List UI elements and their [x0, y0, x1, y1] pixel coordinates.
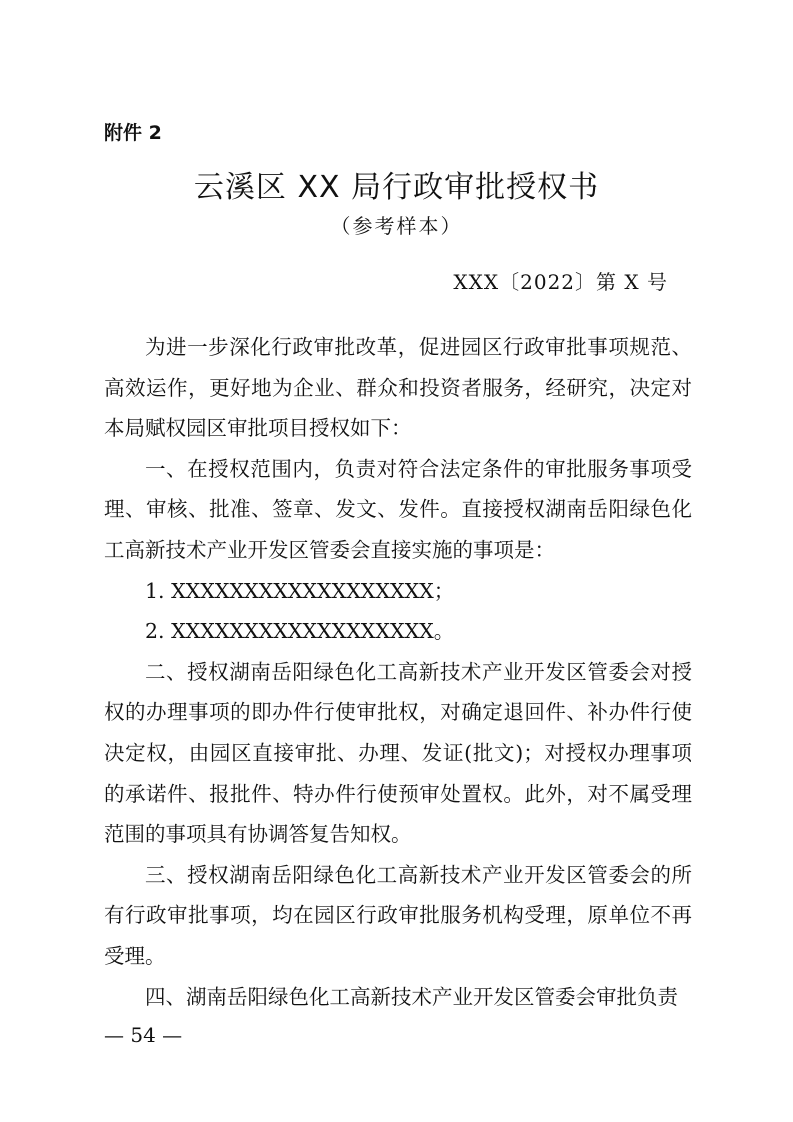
paragraph-section-1: 一、在授权范围内，负责对符合法定条件的审批服务事项受理、审核、批准、签章、发文、发件。直接授权湖南岳阳绿色化工高新技术产业开发区管委会直接实施的事项是：	[104, 456, 692, 562]
paragraph-section-3: 三、授权湖南岳阳绿色化工高新技术产业开发区管委会的所有行政审批事项，均在园区行政审批服务机构受理，原单位不再受理。	[104, 862, 692, 968]
paragraph-section-4: 四、湖南岳阳绿色化工高新技术产业开发区管委会审批负责	[145, 984, 678, 1009]
paragraph-intro: 为进一步深化行政审批改革，促进园区行政审批事项规范、高效运作，更好地为企业、群众和投资者服务，经研究，决定对本局赋权园区审批项目授权如下：	[104, 335, 692, 441]
page-number: — 54 —	[104, 1023, 183, 1047]
document-title: 云溪区 XX 局行政审批授权书	[193, 170, 600, 205]
paragraph-section-2: 二、授权湖南岳阳绿色化工高新技术产业开发区管委会对授权的办理事项的即办件行使审批权，对确定退回件、补办件行使决定权，由园区直接审批、办理、发证(批文)；对授权办理事项的承诺件、报批件、特办件行使预审处置权。此外，对不属受理范围的事项具有协调答复告知权。	[104, 659, 692, 847]
list-item-2: 2. XXXXXXXXXXXXXXXXXX。	[145, 619, 455, 644]
document-body	[104, 327, 692, 1017]
attachment-label: 附件 2	[104, 122, 162, 144]
document-number: XXX〔2022〕第 X 号	[453, 270, 668, 294]
list-item-1: 1. XXXXXXXXXXXXXXXXXX；	[145, 578, 455, 603]
document-subtitle: （参考样本）	[330, 214, 463, 238]
